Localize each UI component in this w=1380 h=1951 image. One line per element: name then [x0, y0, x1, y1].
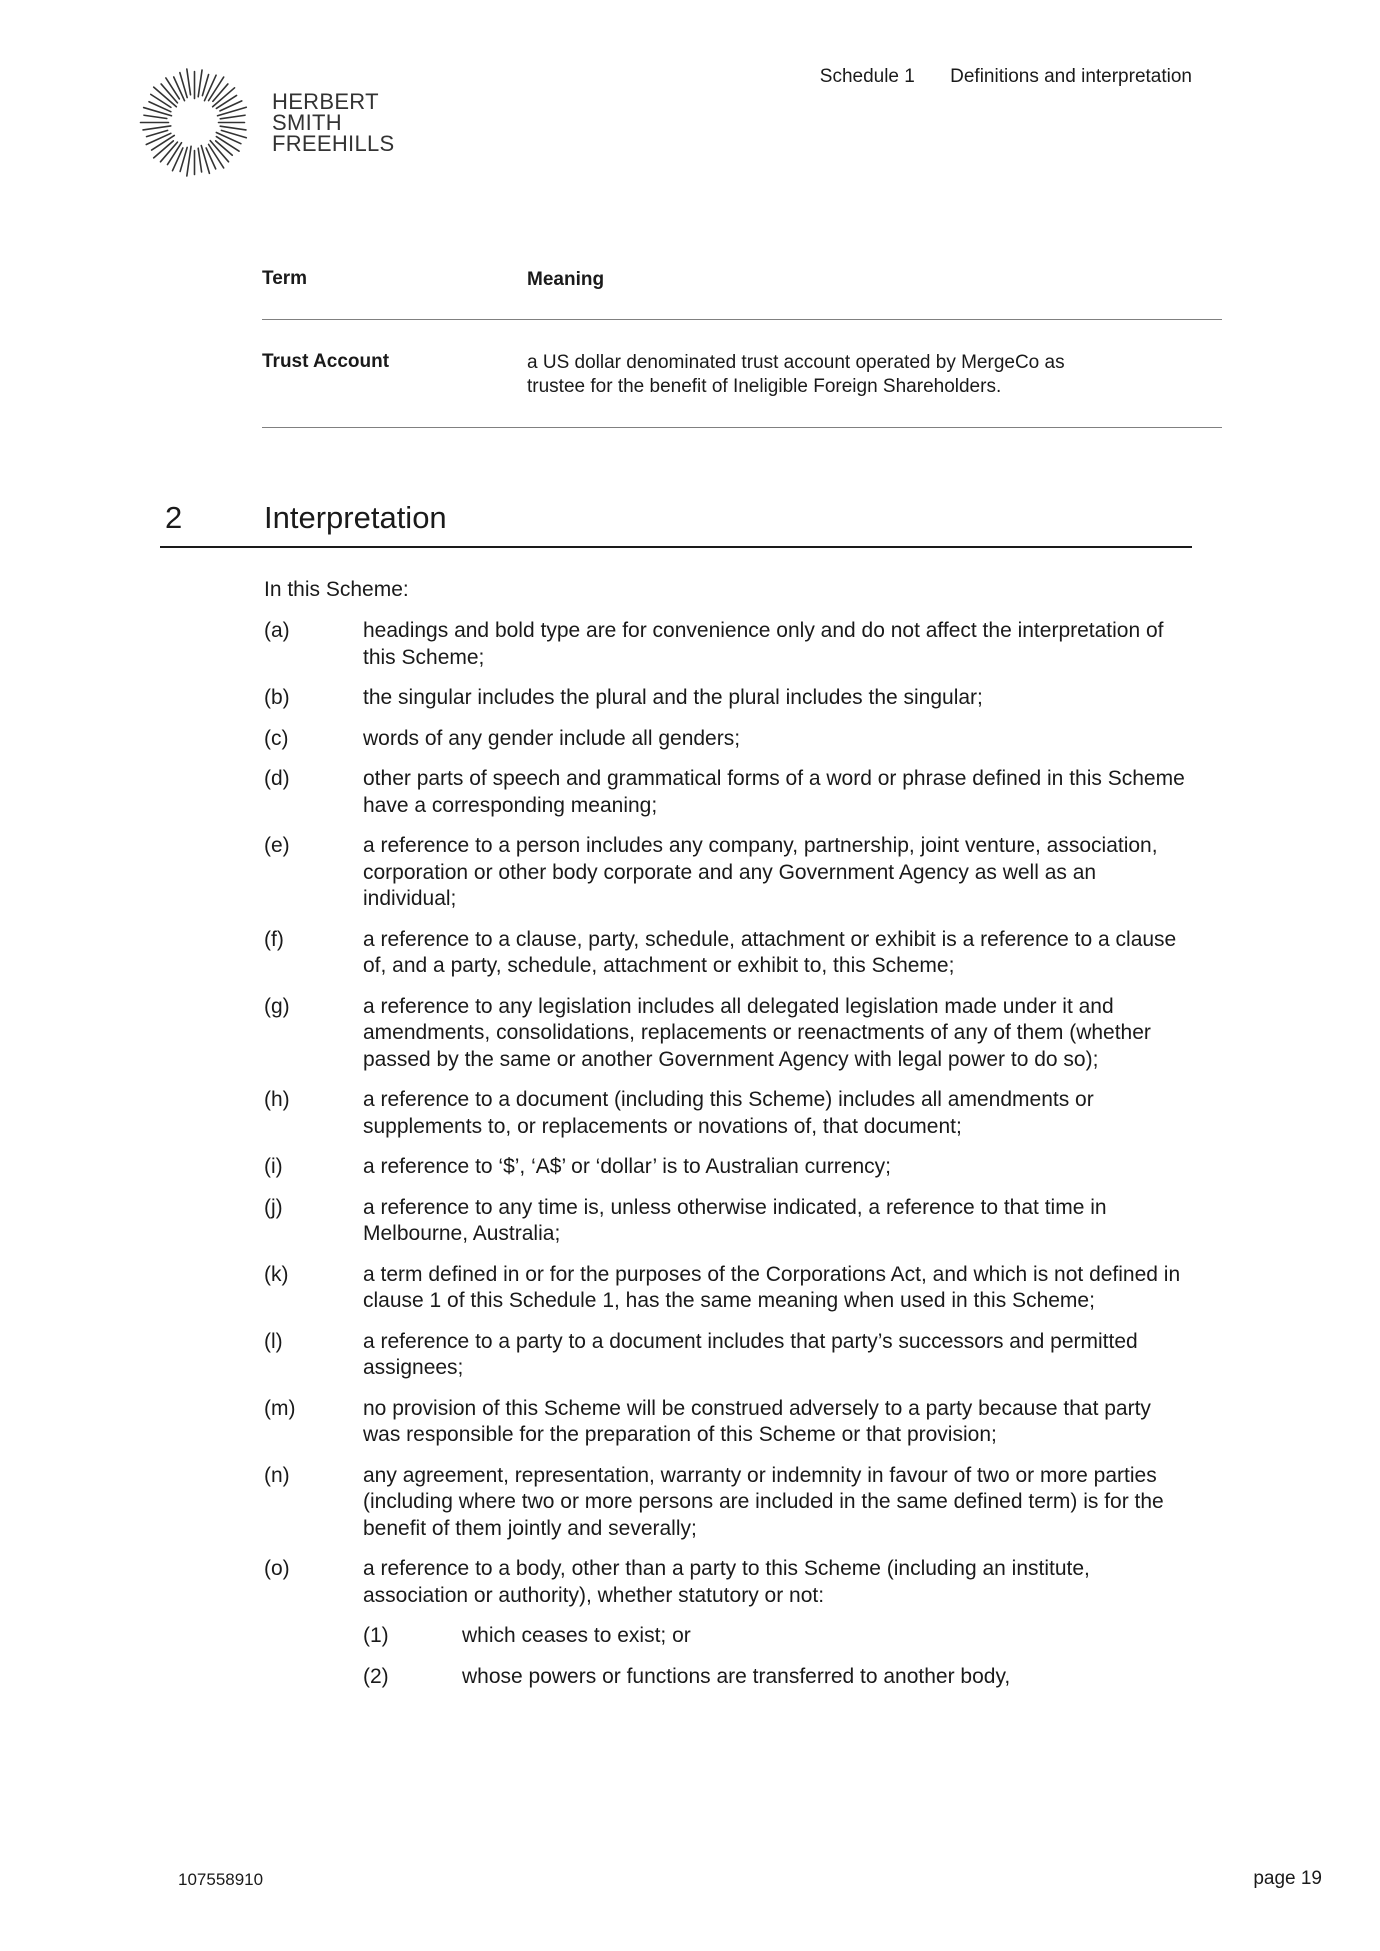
item-label: (d)	[264, 767, 290, 790]
section-title: Interpretation	[264, 500, 447, 535]
logo-text	[272, 91, 395, 154]
item-label: (l)	[264, 1329, 283, 1353]
item-text: words of any gender include all genders;	[363, 726, 741, 750]
logo-ray	[187, 146, 191, 176]
logo-ray	[201, 146, 209, 174]
logo-line-1: HERBERT	[272, 89, 379, 114]
item-label: (e)	[264, 834, 290, 857]
item-text: other parts of speech and grammatical forms of a word or phrase defined in this Scheme have a corresponding meaning;	[363, 767, 1185, 817]
logo-ray	[198, 148, 201, 172]
item-label: (k)	[264, 1262, 289, 1286]
sub-list-item	[363, 1664, 1194, 1691]
logo-ray	[218, 107, 247, 115]
section-number: 2	[165, 500, 183, 535]
document-id: 107558910	[178, 1870, 264, 1889]
sub-item-label: (2)	[363, 1664, 389, 1688]
logo-ray	[151, 94, 171, 107]
page-number: page 19	[1253, 1868, 1322, 1889]
schedule-title: Definitions and interpretation	[950, 66, 1192, 87]
item-text: a reference to ‘$’, ‘A$’ or ‘dollar’ is to Australian currency;	[363, 1155, 891, 1178]
running-header	[820, 66, 1192, 88]
sunburst-logo-icon	[137, 65, 252, 180]
firm-logo	[137, 65, 407, 180]
table-row	[262, 320, 1222, 428]
section-intro: In this Scheme:	[264, 578, 409, 601]
list-item	[264, 833, 1194, 913]
list-item	[264, 1262, 1194, 1315]
column-header-term: Term	[262, 268, 308, 289]
item-text: a reference to a person includes any company, partnership, joint venture, association, corporation or other body corporate and any Government Agency as well as an individual;	[363, 834, 1158, 910]
logo-line-3: FREEHILLS	[272, 131, 395, 156]
item-label: (g)	[264, 994, 290, 1018]
sub-item-text: which ceases to exist; or	[462, 1624, 691, 1647]
item-label: (n)	[264, 1463, 290, 1487]
list-item	[264, 685, 1194, 712]
list-item	[264, 766, 1194, 819]
item-label: (h)	[264, 1088, 290, 1111]
item-label: (i)	[264, 1155, 283, 1178]
list-item	[264, 1195, 1194, 1248]
column-header-meaning: Meaning	[527, 269, 605, 290]
item-text: a reference to a document (including this Scheme) includes all amendments or supplements to, or replacements or novations of, that document;	[363, 1088, 1094, 1138]
logo-ray	[144, 115, 167, 118]
list-item	[264, 1087, 1194, 1140]
definition-meaning: a US dollar denominated trust account operated by MergeCo as trustee for the benefit of Ineligible Foreign Shareholders.	[527, 352, 1065, 397]
item-text: a reference to a body, other than a party to this Scheme (including an institute, association or authority), whether statutory or not:	[363, 1557, 1090, 1607]
logo-ray	[143, 126, 171, 130]
list-item	[264, 1329, 1194, 1382]
item-label: (c)	[264, 726, 289, 750]
logo-line-2: SMITH	[272, 110, 342, 135]
item-text: a reference to a clause, party, schedule, attachment or exhibit is a reference to a clause of, and a party, schedule, attachment or exhibit to, this Scheme;	[363, 927, 1177, 977]
list-item	[264, 927, 1194, 980]
definitions-header-row	[262, 262, 1222, 320]
logo-ray	[144, 108, 172, 116]
definition-term: Trust Account	[262, 351, 390, 372]
logo-ray	[187, 69, 191, 95]
item-label: (m)	[264, 1396, 296, 1420]
section-heading	[160, 500, 1192, 548]
item-text: the singular includes the plural and the plural includes the singular;	[363, 686, 983, 709]
item-text: a reference to any time is, unless otherwise indicated, a reference to that time in Melbourne, Australia;	[363, 1195, 1107, 1245]
sub-item-label: (1)	[363, 1624, 389, 1647]
item-label: (o)	[264, 1557, 290, 1580]
item-label: (j)	[264, 1195, 283, 1219]
item-text: headings and bold type are for convenience only and do not affect the interpretation of this Scheme;	[363, 619, 1164, 669]
item-label: (a)	[264, 619, 290, 642]
list-item	[264, 1154, 1194, 1181]
item-text: any agreement, representation, warranty or indemnity in favour of two or more parties (including where two or more persons are included in the same defined term) is for the benefit of them jointly and severally;	[363, 1463, 1164, 1540]
interpretation-list	[264, 618, 1194, 1704]
list-item	[264, 1396, 1194, 1449]
list-item	[264, 726, 1194, 753]
item-text: no provision of this Scheme will be construed adversely to a party because that party was responsible for the preparation of this Scheme or that provision;	[363, 1396, 1151, 1446]
item-body	[363, 1556, 1194, 1690]
item-label: (f)	[264, 927, 284, 951]
logo-ray	[220, 115, 245, 119]
logo-ray	[220, 126, 246, 130]
list-item	[264, 994, 1194, 1074]
logo-ray	[198, 70, 202, 97]
list-item	[264, 618, 1194, 671]
list-item	[264, 1463, 1194, 1543]
item-label: (b)	[264, 686, 290, 709]
item-text: a reference to a party to a document includes that party’s successors and permitted assignees;	[363, 1329, 1138, 1379]
sub-list-item	[363, 1623, 1194, 1650]
item-text: a reference to any legislation includes all delegated legislation made under it and amendments, consolidations, replacements or reenactments of any of them (whether passed by the same or another Government Agency with legal power to do so);	[363, 994, 1151, 1071]
definitions-table	[262, 262, 1222, 428]
item-text: a term defined in or for the purposes of the Corporations Act, and which is not defined in clause 1 of this Schedule 1, has the same meaning when used in this Scheme;	[363, 1262, 1181, 1312]
list-item	[264, 1556, 1194, 1690]
logo-ray	[213, 84, 228, 101]
logo-ray	[216, 141, 233, 155]
logo-ray	[166, 78, 180, 99]
schedule-label: Schedule 1	[819, 66, 915, 87]
sub-item-text: whose powers or functions are transferred to another body,	[462, 1664, 1011, 1688]
